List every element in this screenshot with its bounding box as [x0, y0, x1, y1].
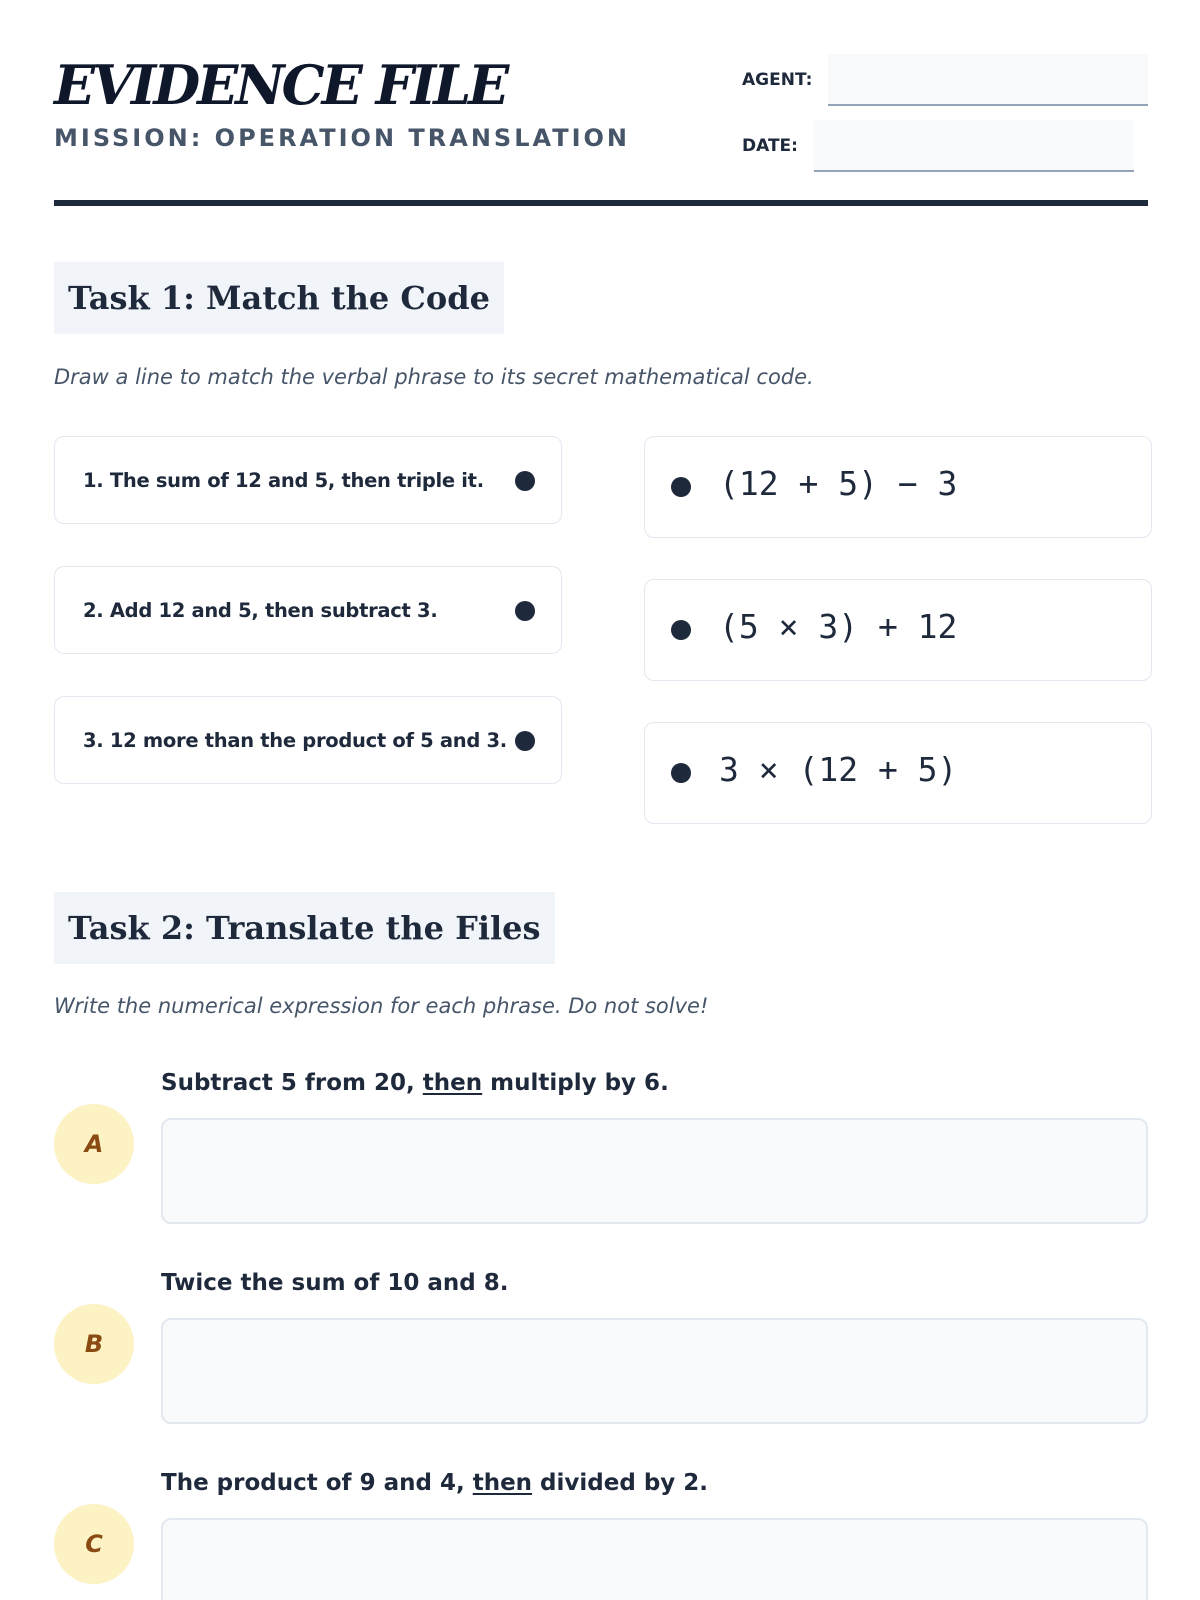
agent-label: AGENT:	[742, 70, 813, 90]
task2-heading: Task 2: Translate the Files	[54, 892, 555, 964]
code-card-3	[644, 722, 1152, 824]
prompt-text: Twice the sum of 10 and 8.	[161, 1270, 509, 1296]
answer-box-c[interactable]	[161, 1518, 1148, 1600]
phrase-connector-dot[interactable]	[515, 471, 535, 491]
prompt-text: Subtract 5 from 20,	[161, 1070, 423, 1096]
phrase-card-3	[54, 696, 562, 784]
answer-box-b[interactable]	[161, 1318, 1148, 1424]
worksheet-header	[54, 52, 1148, 208]
code-card-1	[644, 436, 1152, 538]
date-field[interactable]	[814, 120, 1134, 172]
question-badge-b: B	[54, 1304, 134, 1384]
code-expression: 3 × (12 + 5)	[719, 750, 958, 789]
prompt-text: divided by 2.	[532, 1470, 709, 1496]
prompt-emphasis: then	[472, 1470, 533, 1496]
phrase-card-2	[54, 566, 562, 654]
page-title: EVIDENCE FILE	[54, 53, 507, 117]
question-prompt-a	[161, 1072, 669, 1095]
question-badge-c: C	[54, 1504, 134, 1584]
phrase-text: 3. 12 more than the product of 5 and 3.	[83, 728, 507, 752]
code-expression: (5 × 3) + 12	[719, 607, 958, 646]
task2-instructions: Write the numerical expression for each phrase. Do not solve!	[54, 994, 709, 1018]
phrase-text: 1. The sum of 12 and 5, then triple it.	[83, 468, 484, 492]
task1-heading: Task 1: Match the Code	[54, 262, 504, 334]
question-prompt-b	[161, 1272, 508, 1295]
header-divider	[54, 200, 1148, 206]
code-card-2	[644, 579, 1152, 681]
phrase-card-1	[54, 436, 562, 524]
code-connector-dot[interactable]	[671, 620, 691, 640]
code-connector-dot[interactable]	[671, 477, 691, 497]
date-label: DATE:	[742, 136, 798, 156]
prompt-emphasis: then	[422, 1070, 483, 1096]
phrase-text: 2. Add 12 and 5, then subtract 3.	[83, 598, 438, 622]
mission-subtitle: MISSION: OPERATION TRANSLATION	[54, 124, 630, 152]
question-badge-a: A	[54, 1104, 134, 1184]
code-connector-dot[interactable]	[671, 763, 691, 783]
question-prompt-c	[161, 1472, 708, 1495]
answer-box-a[interactable]	[161, 1118, 1148, 1224]
prompt-text: The product of 9 and 4,	[161, 1470, 473, 1496]
code-expression: (12 + 5) − 3	[719, 464, 958, 503]
agent-field[interactable]	[828, 54, 1148, 106]
prompt-text: multiply by 6.	[482, 1070, 669, 1096]
phrase-connector-dot[interactable]	[515, 731, 535, 751]
task1-instructions: Draw a line to match the verbal phrase to its secret mathematical code.	[54, 365, 814, 389]
phrase-connector-dot[interactable]	[515, 601, 535, 621]
